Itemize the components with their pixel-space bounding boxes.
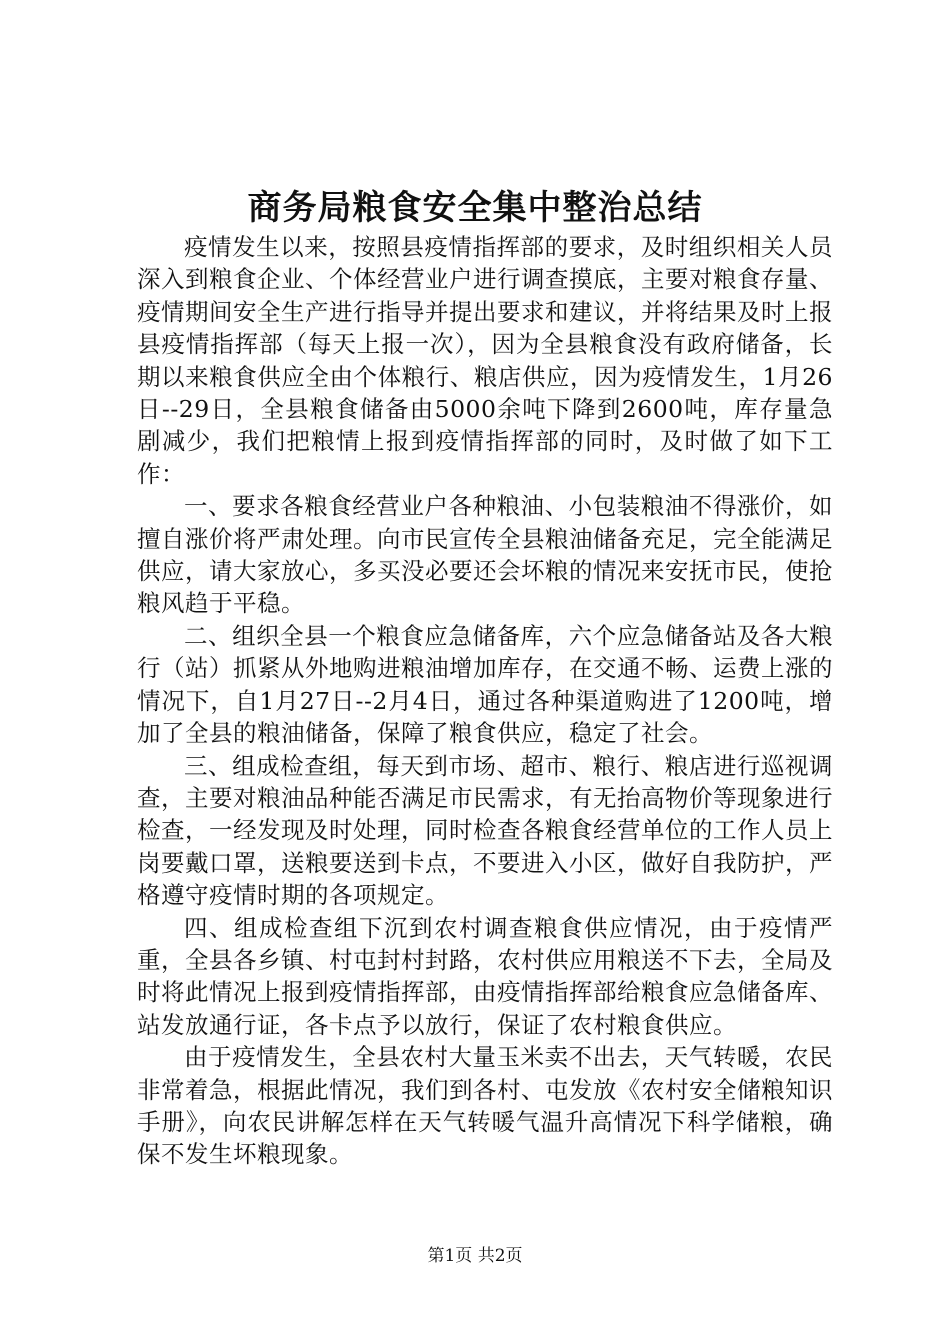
paragraph-item-3: 三、组成检查组，每天到市场、超市、粮行、粮店进行巡视调查，主要对粮油品种能否满足市民需求，有无抬高物价等现象进行检查，一经发现及时处理，同时检查各粮食经营单位的工作人员上岗要戴口罩，送粮要送到卡点，不要进入小区，做好自我防护，严格遵守疫情时期的各项规定。: [137, 751, 833, 910]
document-body: [137, 231, 833, 1171]
paragraph-intro: 疫情发生以来，按照县疫情指挥部的要求，及时组织相关人员深入到粮食企业、个体经营业户进行调查摸底，主要对粮食存量、疫情期间安全生产进行指导并提出要求和建议，并将结果及时上报县疫情指挥部（每天上报一次），因为全县粮食没有政府储备，长期以来粮食供应全由个体粮行、粮店供应，因为疫情发生，1月26日--29日，全县粮食储备由5000余吨下降到2600吨，库存量急剧减少，我们把粮情上报到疫情指挥部的同时，及时做了如下工作：: [137, 233, 833, 488]
paragraph-closing: 由于疫情发生，全县农村大量玉米卖不出去，天气转暖，农民非常着急，根据此情况，我们到各村、屯发放《农村安全储粮知识手册》，向农民讲解怎样在天气转暖气温升高情况下科学储粮，确保不发生坏粮现象。: [137, 1043, 833, 1169]
document-title: 商务局粮食安全集中整治总结: [247, 188, 703, 228]
paragraph-item-2: 二、组织全县一个粮食应急储备库，六个应急储备站及各大粮行（站）抓紧从外地购进粮油增加库存，在交通不畅、运费上涨的情况下，自1月27日--2月4日，通过各种渠道购进了1200吨，增加了全县的粮油储备，保障了粮食供应，稳定了社会。: [137, 621, 833, 748]
page-footer: 第1页 共2页: [427, 1246, 523, 1266]
paragraph-item-4: 四、组成检查组下沉到农村调查粮食供应情况，由于疫情严重，全县各乡镇、村屯封村封路，农村供应用粮送不下去，全局及时将此情况上报到疫情指挥部，由疫情指挥部给粮食应急储备库、站发放通行证，各卡点予以放行，保证了农村粮食供应。: [137, 913, 833, 1039]
paragraph-item-1: 一、要求各粮食经营业户各种粮油、小包装粮油不得涨价，如擅自涨价将严肃处理。向市民宣传全县粮油储备充足，完全能满足供应，请大家放心，多买没必要还会坏粮的情况来安抚市民，使抢粮风趋于平稳。: [137, 492, 833, 618]
